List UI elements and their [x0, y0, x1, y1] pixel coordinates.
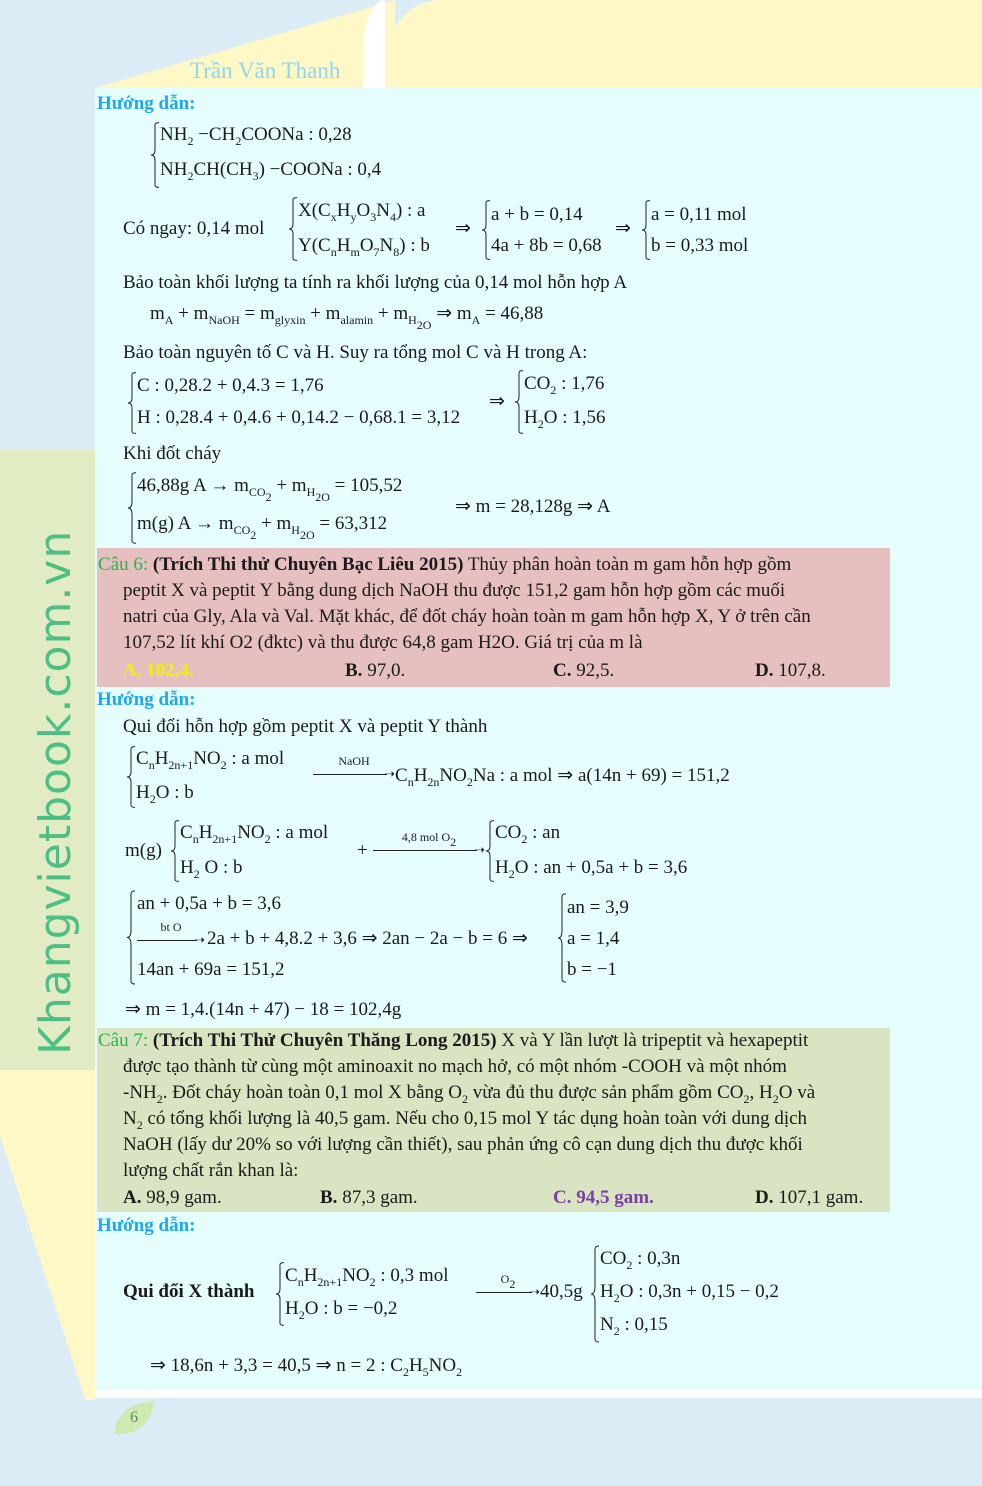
brace-icon [288, 197, 298, 261]
implies-symbol: ⇒ [615, 218, 631, 239]
question-text: 107,52 lít khí O2 (đktc) và thu được 64,8 gam H2O. Giá trị của m là [123, 632, 643, 653]
answer-c[interactable]: C. 92,5. [553, 660, 615, 681]
equation: $C_nH_{2n+1}NO_2$ : a mol [180, 822, 329, 846]
text-line: Qui đổi X thành [123, 1281, 255, 1302]
question-text: $-NH_2$. Đốt cháy hoàn toàn 0,1 mol X bằng $O_2$ vừa đủ thu được sản phẩm gồm $CO_2$, $H_2O$ và [123, 1082, 816, 1106]
brace [557, 893, 567, 983]
footer-divider [95, 1390, 982, 1398]
brace [485, 820, 495, 882]
answer-a[interactable]: A. 98,9 gam. [123, 1187, 222, 1208]
brace [288, 197, 298, 261]
reaction-arrow: 4,8 mol $O_2$ ➝ [373, 842, 485, 858]
equation: $H_2O$ : b = −0,2 [285, 1298, 398, 1322]
brace-icon [126, 890, 136, 985]
text-line: m(g) [125, 840, 162, 861]
equation: $N_2$ : 0,15 [600, 1314, 668, 1338]
equation: $NH_2CH(CH_3)$ −COONa : 0,4 [160, 159, 382, 183]
question-text: natri của Gly, Ala và Val. Mặt khác, để đốt cháy hoàn toàn m gam hỗn hợp X, Y ở trên cần [123, 606, 811, 627]
equation: 4a + 8b = 0,68 [491, 235, 602, 256]
equation: a = 0,11 mol [651, 204, 747, 225]
result-line: ⇒ 18,6n + 3,3 = 40,5 ⇒ n = 2 : $C_2H_5NO_2$ [150, 1355, 463, 1379]
question-label: Câu 6: [98, 554, 149, 575]
answer-c[interactable]: C. 94,5 gam. [553, 1187, 654, 1208]
equation: 46,88g $A \to m_{CO_2} + m_{H_{2O}} = 105,52$ [137, 475, 403, 504]
equation: $H_2O$ : an + 0,5a + b = 3,6 [495, 857, 688, 881]
answer-b[interactable]: B. 97,0. [345, 660, 406, 681]
brace-icon [590, 1245, 600, 1343]
brace [126, 890, 136, 985]
brace-icon [485, 820, 495, 882]
equation: m(g) $A \to m_{CO_2} + m_{H_{2O}} = 63,312$ [137, 513, 388, 542]
question-text: X và Y lần lượt là tripeptit và hexapeptit [501, 1030, 809, 1051]
equation: 40,5g [540, 1281, 583, 1302]
question-source: (Trích Thi Thử Chuyên Thăng Long 2015) [152, 1030, 497, 1051]
text-line: Có ngay: 0,14 mol [123, 218, 265, 239]
answer-d[interactable]: D. 107,1 gam. [755, 1187, 864, 1208]
implies-symbol: ⇒ [455, 218, 471, 239]
question-text: Thủy phân hoàn toàn m gam hỗn hợp gồm [467, 554, 792, 575]
equation: b = 0,33 mol [651, 235, 749, 256]
brace-icon [481, 200, 491, 260]
watermark: Khangvietbook.com.vn [30, 529, 81, 1055]
brace [275, 1262, 285, 1326]
equation: 14an + 69a = 151,2 [137, 959, 285, 980]
plus-symbol: + [357, 840, 368, 861]
question-text: peptit X và peptit Y bằng dung dịch NaOH thu được 151,2 gam hỗn hợp gồm các muối [123, 580, 786, 601]
reaction-arrow: NaOH ➝ [313, 766, 395, 782]
brace [127, 472, 137, 544]
equation: an + 0,5a + b = 3,6 [137, 893, 282, 914]
brace-icon [150, 122, 160, 188]
equation: H : 0,28.4 + 0,4.6 + 0,14.2 − 0,68.1 = 3,12 [137, 407, 461, 428]
question-text: lượng chất rắn khan là: [123, 1160, 299, 1181]
equation: b = −1 [567, 959, 617, 980]
text-line: Qui đổi hỗn hợp gồm peptit X và peptit Y thành [123, 716, 488, 737]
equation: $Y(C_nH_mO_7N_8)$ : b [298, 235, 430, 259]
guide-heading: Hướng dẫn: [97, 93, 196, 114]
implies-symbol: ⇒ [489, 391, 505, 412]
guide-heading: Hướng dẫn: [97, 1215, 196, 1236]
guide-heading: Hướng dẫn: [97, 689, 196, 710]
question-text: $N_2$ có tổng khối lượng là 40,5 gam. Nếu cho 0,15 mol Y tác dụng hoàn toàn với dung dịch [123, 1108, 808, 1132]
equation: $H_2O$ : 1,56 [524, 407, 606, 431]
equation: $NH_2$ $-CH_2COONa$ : 0,28 [160, 124, 352, 148]
equation: C : 0,28.2 + 0,4.3 = 1,76 [137, 375, 324, 396]
equation: $m_A + m_{NaOH} = m_{glyxin} + m_{alamin} + m_{H_{2O}}$ ⇒ $m_A = 46,88$ [150, 303, 544, 332]
brace [127, 372, 137, 434]
brace-icon [127, 372, 137, 434]
text-line: Khi đốt cháy [123, 443, 222, 464]
question-label: Câu 7: [98, 1030, 149, 1051]
brace [170, 820, 180, 882]
equation: $C_nH_{2n+1}NO_2$ : a mol [136, 748, 285, 772]
side-decoration [0, 1070, 95, 1400]
brace [126, 746, 136, 808]
brace [590, 1245, 600, 1343]
brace [150, 122, 160, 188]
brace-icon [127, 472, 137, 544]
brace-icon [126, 746, 136, 808]
equation: $X(C_xH_yO_3N_4)$ : a [298, 200, 426, 224]
equation: a + b = 0,14 [491, 204, 583, 225]
brace-icon [170, 820, 180, 882]
equation: $C_nH_{2n}NO_2Na$ : a mol ⇒ a(14n + 69) = 151,2 [395, 765, 730, 789]
header-decoration [380, 0, 982, 88]
brace [514, 370, 524, 434]
equation: $H_2$ O : b [180, 857, 243, 881]
equation: $H_2O$ : b [136, 782, 194, 806]
text-line: Bảo toàn khối lượng ta tính ra khối lượng của 0,14 mol hỗn hợp A [123, 272, 628, 293]
equation: $CO_2$ : 0,3n [600, 1248, 681, 1272]
equation: $CO_2$ : 1,76 [524, 373, 605, 397]
page-number: 6 [130, 1409, 138, 1426]
equation: an = 3,9 [567, 897, 629, 918]
brace-icon [514, 370, 524, 434]
equation: $H_2O$ : 0,3n + 0,15 − 0,2 [600, 1281, 779, 1305]
page-number-badge [110, 1398, 158, 1438]
author-name: Trần Văn Thanh [190, 58, 341, 83]
equation: $CO_2$ : an [495, 822, 561, 846]
brace-icon [275, 1262, 285, 1326]
equation: 2a + b + 4,8.2 + 3,6 ⇒ 2an − 2a − b = 6 ⇒ [207, 928, 528, 949]
question-text: NaOH (lấy dư 20% so với lượng cần thiết), sau phản ứng cô cạn dung dịch thu được khối [123, 1134, 803, 1155]
answer-a[interactable]: A. 102,4. [123, 660, 194, 681]
result-line: ⇒ m = 1,4.(14n + 47) − 18 = 102,4g [125, 999, 402, 1020]
equation: $C_nH_{2n+1}NO_2$ : 0,3 mol [285, 1265, 449, 1289]
brace-icon [557, 893, 567, 983]
question-source: (Trích Thi thử Chuyên Bạc Liêu 2015) [152, 554, 464, 575]
answer-b[interactable]: B. 87,3 gam. [320, 1187, 418, 1208]
brace [481, 200, 491, 260]
answer-d[interactable]: D. 107,8. [755, 660, 826, 681]
reaction-arrow: $O_2$ ➝ [476, 1284, 540, 1300]
brace [641, 200, 651, 260]
question-text: được tạo thành từ cùng một aminoaxit no mạch hở, có một nhóm -COOH và một nhóm [123, 1056, 787, 1077]
equation: a = 1,4 [567, 928, 620, 949]
text-line: Bảo toàn nguyên tố C và H. Suy ra tổng mol C và H trong A: [123, 342, 588, 363]
brace-icon [641, 200, 651, 260]
reaction-arrow: bt O ➝ [137, 932, 205, 948]
result-line: ⇒ m = 28,128g ⇒ A [455, 496, 611, 517]
